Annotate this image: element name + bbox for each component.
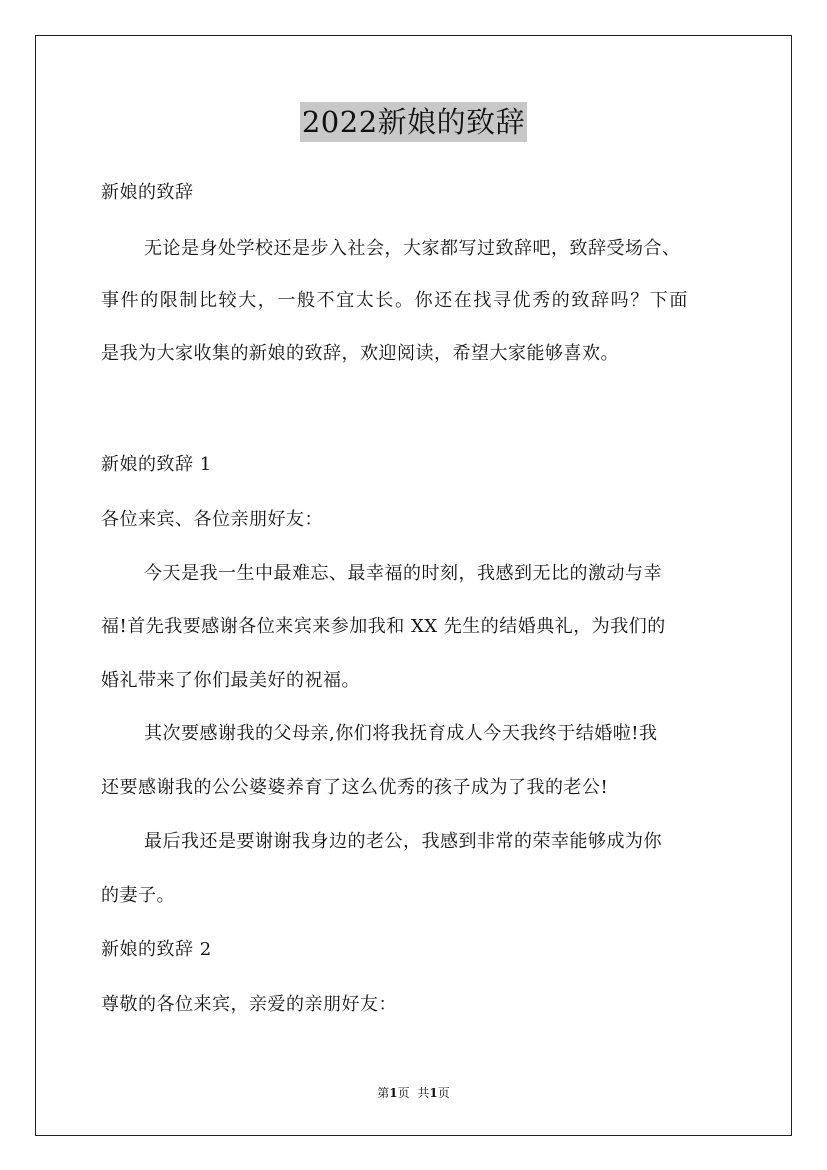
section-heading: 新娘的致辞: [101, 182, 194, 203]
page-number: 1: [389, 1086, 398, 1100]
page-footer: [0, 1085, 827, 1101]
document-title: 2022新娘的致辞: [300, 102, 527, 142]
paragraph-line: 事件的限制比较大，一般不宜太长。你还在找寻优秀的致辞吗？下面: [101, 290, 689, 311]
paragraph-line: 婚礼带来了你们最美好的祝福。: [101, 670, 360, 691]
page-prefix: 第: [377, 1086, 390, 1100]
paragraph-line: 是我为大家收集的新娘的致辞，欢迎阅读，希望大家能够喜欢。: [101, 343, 619, 364]
total-suffix: 页: [437, 1086, 450, 1100]
paragraph-line: 其次要感谢我的父母亲,你们将我抚育成人今天我终于结婚啦!我: [144, 723, 658, 744]
total-prefix: 共: [417, 1086, 430, 1100]
paragraph-line: 福!首先我要感谢各位来宾来参加我和 XX 先生的结婚典礼，为我们的: [101, 616, 666, 637]
paragraph-line: 无论是身处学校还是步入社会，大家都写过致辞吧，致辞受场合、: [144, 238, 681, 259]
section-heading: 新娘的致辞 2: [101, 939, 212, 960]
total-pages: 1: [429, 1086, 438, 1100]
paragraph-line: 的妻子。: [101, 885, 175, 906]
title-container: [0, 102, 827, 142]
salutation: 尊敬的各位来宾，亲爱的亲朋好友：: [101, 994, 397, 1015]
paragraph-line: 今天是我一生中最难忘、最幸福的时刻，我感到无比的激动与幸: [144, 563, 662, 584]
section-heading: 新娘的致辞 1: [101, 454, 212, 475]
salutation: 各位来宾、各位亲朋好友：: [101, 509, 323, 530]
paragraph-line: 最后我还是要谢谢我身边的老公，我感到非常的荣幸能够成为你: [144, 831, 662, 852]
paragraph-line: 还要感谢我的公公婆婆养育了这么优秀的孩子成为了我的老公!: [101, 777, 609, 798]
page-suffix: 页: [397, 1086, 410, 1100]
